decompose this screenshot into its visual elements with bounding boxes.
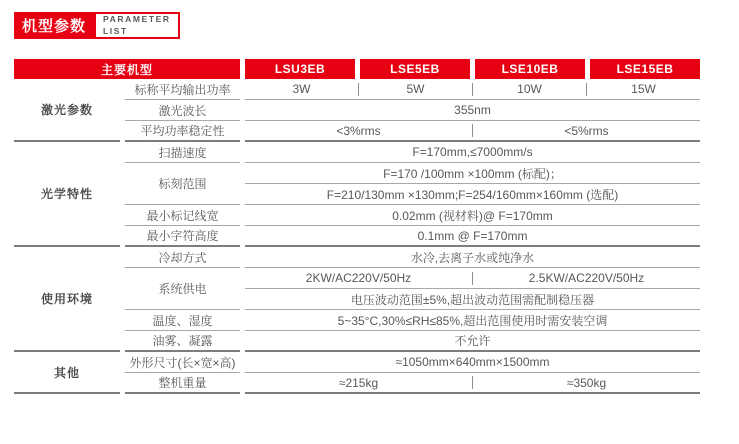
- category-cell: 光学特性: [14, 142, 120, 247]
- table-row: [125, 226, 700, 247]
- param-cell: 最小标记线宽: [125, 205, 240, 226]
- main-model-header-cell: 主要机型: [14, 59, 240, 79]
- badge-en-line1: PARAMETER: [103, 14, 171, 25]
- table-row: [125, 268, 700, 310]
- value-cell: 355nm: [454, 103, 491, 117]
- param-cell: 标称平均输出功率: [125, 79, 240, 100]
- table-row: [125, 100, 700, 121]
- section-rows: [125, 142, 700, 247]
- value-cell: F=210/130mm ×130mm;F=254/160mm×160mm (选配): [326, 187, 619, 202]
- value-cell: 0.1mm @ F=170mm: [417, 228, 528, 243]
- value-cell: <3%rms: [336, 123, 381, 138]
- value-cell: 电压波动范围±5%,超出波动范围需配制稳压器: [350, 292, 595, 307]
- value-row: [245, 310, 700, 331]
- model-header-lse15eb: LSE15EB: [590, 59, 700, 79]
- param-cell: 平均功率稳定性: [125, 121, 240, 142]
- value-cell: 15W: [631, 82, 656, 96]
- value-cell: 10W: [517, 82, 542, 96]
- value-cell: <5%rms: [564, 123, 609, 138]
- section-optical: [14, 142, 700, 247]
- value-cell: F=170 /100mm ×100mm (标配)；: [383, 166, 562, 181]
- param-cell: 整机重量: [125, 373, 240, 394]
- value-row: [245, 100, 700, 121]
- spec-table: [14, 59, 700, 394]
- table-row: [125, 310, 700, 331]
- value-stack: [245, 163, 700, 205]
- value-row: [245, 121, 700, 142]
- category-cell: 其他: [14, 352, 120, 394]
- table-row: [125, 247, 700, 268]
- value-cell: F=170mm,≤7000mm/s: [412, 145, 533, 159]
- value-cell: ≈215kg: [338, 375, 379, 390]
- value-cell: 0.02mm (视材料)@ F=170mm: [392, 208, 553, 223]
- table-header-row: [14, 59, 700, 79]
- value-cell: 2.5KW/AC220V/50Hz: [528, 271, 645, 285]
- table-row: [125, 331, 700, 352]
- table-row: [125, 121, 700, 142]
- value-cell: 2KW/AC220V/50Hz: [305, 271, 412, 285]
- value-cell: 5~35°C,30%≤RH≤85%,超出范围使用时需安装空调: [337, 313, 608, 328]
- value-cell: 5W: [406, 82, 425, 96]
- value-row: [245, 289, 700, 310]
- value-cell: ≈1050mm×640mm×1500mm: [395, 355, 550, 369]
- model-header-lse10eb: LSE10EB: [475, 59, 585, 79]
- category-cell: 使用环境: [14, 247, 120, 352]
- section-environment: [14, 247, 700, 352]
- model-header-lse5eb: LSE5EB: [360, 59, 470, 79]
- section-rows: [125, 352, 700, 394]
- section-rows: [125, 79, 700, 142]
- value-row: [245, 331, 700, 352]
- param-cell: 外形尺寸(长×宽×高): [125, 352, 240, 373]
- table-row: [125, 79, 700, 100]
- value-stack: [245, 268, 700, 310]
- section-rows: [125, 247, 700, 352]
- table-row: [125, 163, 700, 205]
- param-cell: 最小字符高度: [125, 226, 240, 247]
- value-cell: ≈350kg: [566, 375, 607, 390]
- badge-en-line2: LIST: [103, 25, 128, 36]
- value-row: [245, 268, 700, 289]
- table-row: [125, 142, 700, 163]
- badge-title-zh: 机型参数: [14, 12, 94, 39]
- section-laser-params: [14, 79, 700, 142]
- value-cell: 3W: [292, 82, 311, 96]
- param-cell: 温度、湿度: [125, 310, 240, 331]
- param-cell: 系统供电: [125, 268, 240, 310]
- table-row: [125, 373, 700, 394]
- value-row: [245, 373, 700, 394]
- table-row: [125, 205, 700, 226]
- category-cell: 激光参数: [14, 79, 120, 142]
- value-cell: 不允许: [454, 334, 491, 348]
- value-row: [245, 352, 700, 373]
- param-cell: 油雾、凝露: [125, 331, 240, 352]
- section-other: [14, 352, 700, 394]
- value-row: [245, 226, 700, 247]
- value-row: [245, 184, 700, 205]
- param-cell: 标刻范围: [125, 163, 240, 205]
- value-cell: 水冷,去离子水或纯净水: [410, 250, 535, 265]
- param-cell: 冷却方式: [125, 247, 240, 268]
- value-row: [245, 79, 700, 100]
- value-row: [245, 163, 700, 184]
- value-row: [245, 247, 700, 268]
- value-row: [245, 205, 700, 226]
- model-params-badge: [14, 12, 180, 39]
- param-cell: 扫描速度: [125, 142, 240, 163]
- param-cell: 激光波长: [125, 100, 240, 121]
- model-header-lsu3eb: LSU3EB: [245, 59, 355, 79]
- value-row: [245, 142, 700, 163]
- table-row: [125, 352, 700, 373]
- badge-title-en: [94, 12, 180, 39]
